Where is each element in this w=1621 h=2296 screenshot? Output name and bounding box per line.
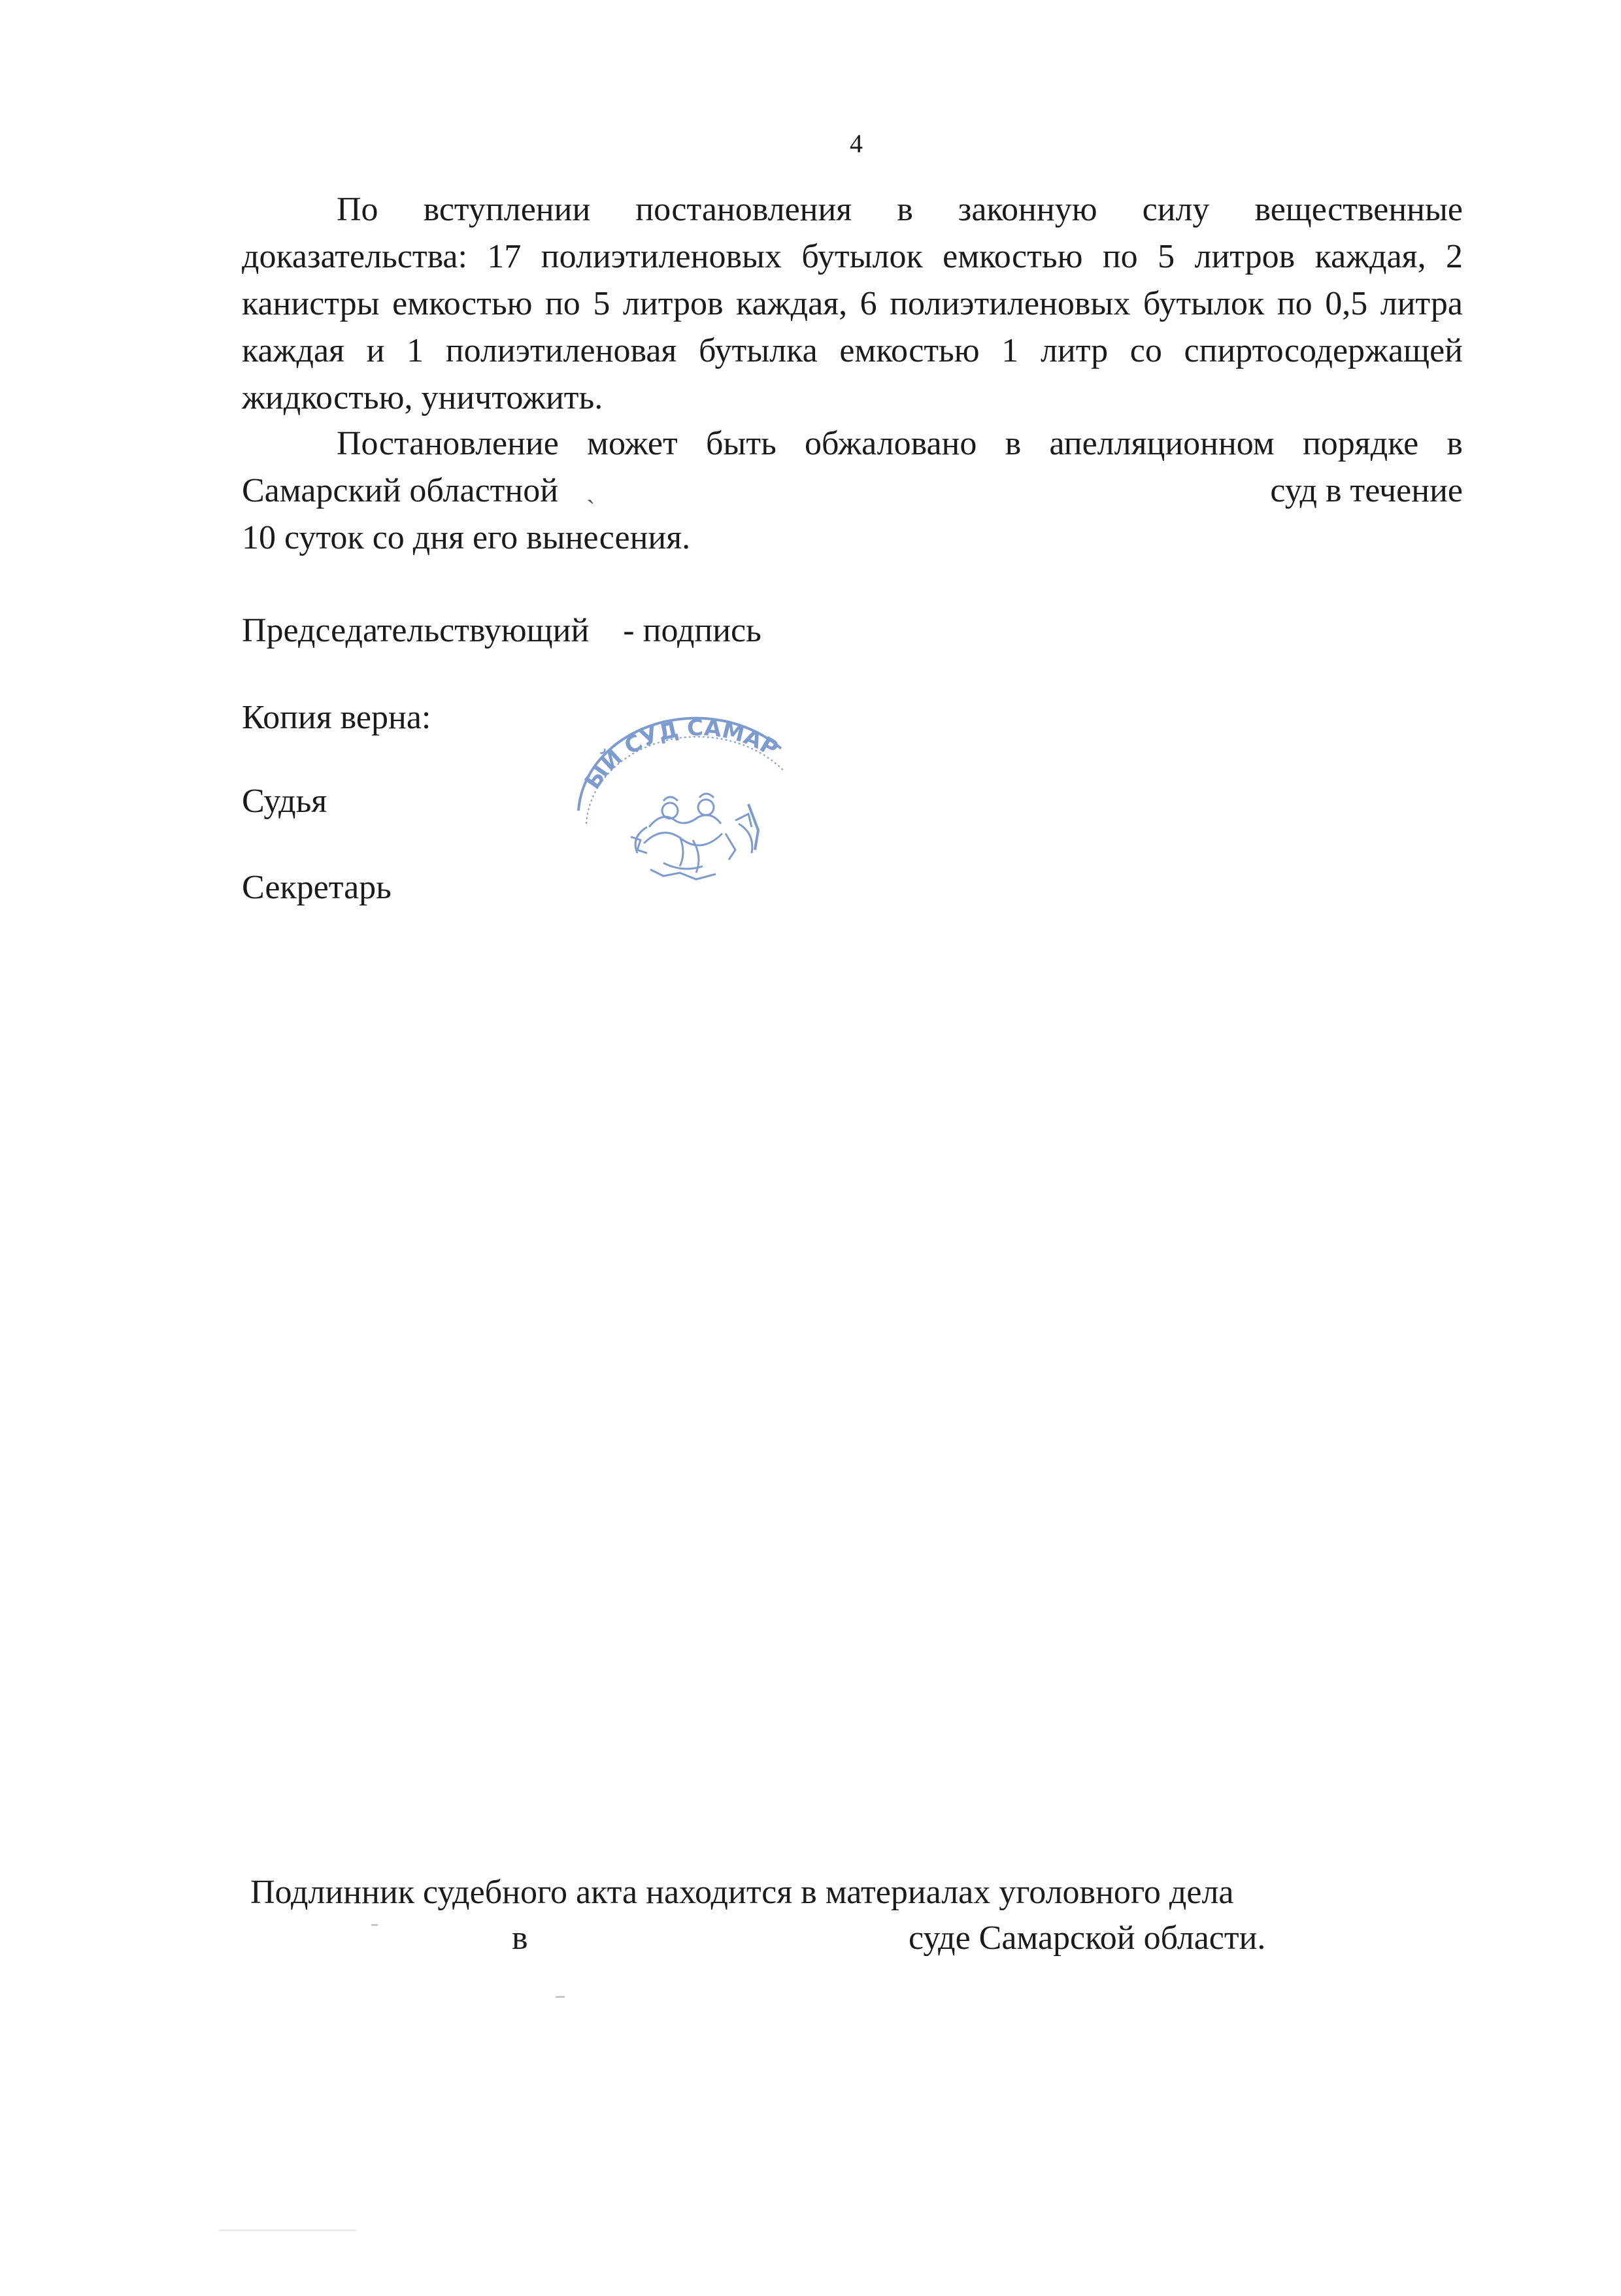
appeal-line-2	[242, 467, 1463, 515]
scan-speck	[371, 1924, 378, 1926]
seal-text: ЫЙ СУД САМАР	[579, 715, 783, 794]
page-number: 4	[850, 129, 863, 158]
scan-speck	[556, 1996, 565, 1998]
paragraph-evidence: По вступлении постановления в законную силу вещественные доказательства: 17 полиэтиленовых бутылок емкостью по 5 литров каждая, 2 канистры емкостью по 5 литров каждая, 6 полиэтиленовых бутылок по 0,5 литра каждая и 1 полиэтиленовая бутылка емкостью 1 литр со спиртосодержащей жидкостью, уничтожить.	[242, 191, 1463, 416]
scan-speck	[219, 2229, 356, 2231]
footer-court-region: суде Самарской области.	[909, 1919, 1266, 1957]
judge-label: Судья	[242, 783, 327, 820]
secretary-label: Секретарь	[242, 869, 392, 906]
appeal-line-1: Постановление может быть обжаловано в апелляционном порядке в	[337, 425, 1463, 462]
svg-text:ЫЙ СУД САМАР	[580, 715, 783, 794]
court-seal-stamp	[572, 713, 788, 889]
appeal-line-3	[242, 515, 1463, 562]
appeal-line-3-text: 10 суток со дня его вынесения.	[242, 519, 691, 556]
eagle-emblem-icon	[631, 794, 758, 879]
appeal-deadline-text: суд в течение	[1270, 472, 1463, 509]
appeal-redaction-mark: ˎ	[586, 475, 595, 504]
footer-original-location: Подлинник судебного акта находится в материалах уголовного дела	[250, 1874, 1234, 1911]
copy-true-label: Копия верна:	[242, 699, 431, 736]
chair-signature-line: Председательствующий - подпись	[242, 612, 761, 649]
footer-preposition: в	[512, 1919, 528, 1957]
appeal-court-name: Самарский областной	[242, 472, 559, 509]
